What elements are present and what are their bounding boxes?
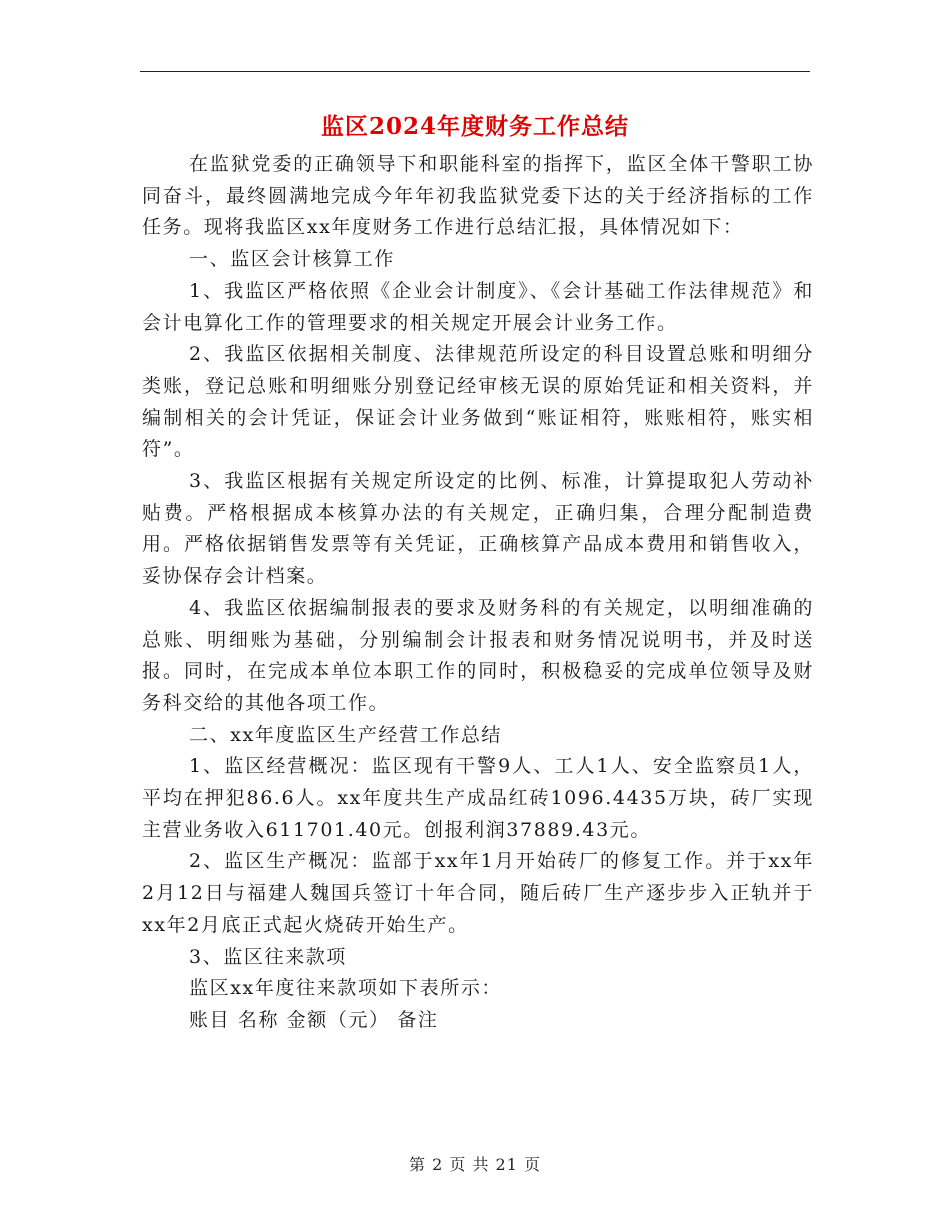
paragraph-2-3: 3、监区往来款项 <box>189 945 347 968</box>
paragraph-table-intro: 监区xx年度往来款项如下表所示： <box>189 977 503 1000</box>
paragraph-1-4: 4、我监区依据编制报表的要求及财务科的有关规定，以明细准确的总账、明细账为基础，分别编制会计报表和财务情况说明书，并及时送报。同时，在完成本单位本职工作的同时，积极稳妥的完成单位领导及财务科交给的其他各项工作。 <box>142 596 814 714</box>
paragraph-2-1: 1、监区经营概况：监区现有干警9人、工人1人、安全监察员1人，平均在押犯86.6人。xx年度共生产成品红砖1096.4435万块，砖厂实现主营业务收入611701.40元。创报利润37889.43元。 <box>142 755 814 841</box>
header-rule <box>140 71 810 72</box>
paragraph-1-2: 2、我监区依据相关制度、法律规范所设定的科目设置总账和明细分类账，登记总账和明细账分别登记经审核无误的原始凭证和相关资料，并编制相关的会计凭证，保证会计业务做到“账证相符，账账相符，账实相符”。 <box>142 343 814 461</box>
heading-section-1: 一、监区会计核算工作 <box>189 248 396 271</box>
paragraph-1-3: 3、我监区根据有关规定所设定的比例、标准，计算提取犯人劳动补贴费。严格根据成本核算办法的有关规定，正确归集，合理分配制造费用。严格依据销售发票等有关凭证，正确核算产品成本费用和销售收入，妥协保存会计档案。 <box>142 470 814 588</box>
paragraph-intro: 在监狱党委的正确领导下和职能科室的指挥下，监区全体干警职工协同奋斗，最终圆满地完成今年年初我监狱党委下达的关于经济指标的工作任务。现将我监区xx年度财务工作进行总结汇报，具体情况如下： <box>142 153 814 239</box>
page-footer: 第 2 页 共 21 页 <box>409 1155 541 1174</box>
document-body <box>142 149 814 1037</box>
heading-section-2: 二、xx年度监区生产经营工作总结 <box>189 723 503 746</box>
paragraph-1-1: 1、我监区严格依照《企业会计制度》、《会计基础工作法律规范》和会计电算化工作的管理要求的相关规定开展会计业务工作。 <box>142 279 814 334</box>
table-header-row: 账目 名称 金额（元） 备注 <box>189 1008 439 1031</box>
document-title: 监区2024年度财务工作总结 <box>320 113 629 140</box>
paragraph-2-2: 2、监区生产概况：监部于xx年1月开始砖厂的修复工作。并于xx年2月12日与福建人魏国兵签订十年合同，随后砖厂生产逐步步入正轨并于xx年2月底正式起火烧砖开始生产。 <box>142 850 814 936</box>
